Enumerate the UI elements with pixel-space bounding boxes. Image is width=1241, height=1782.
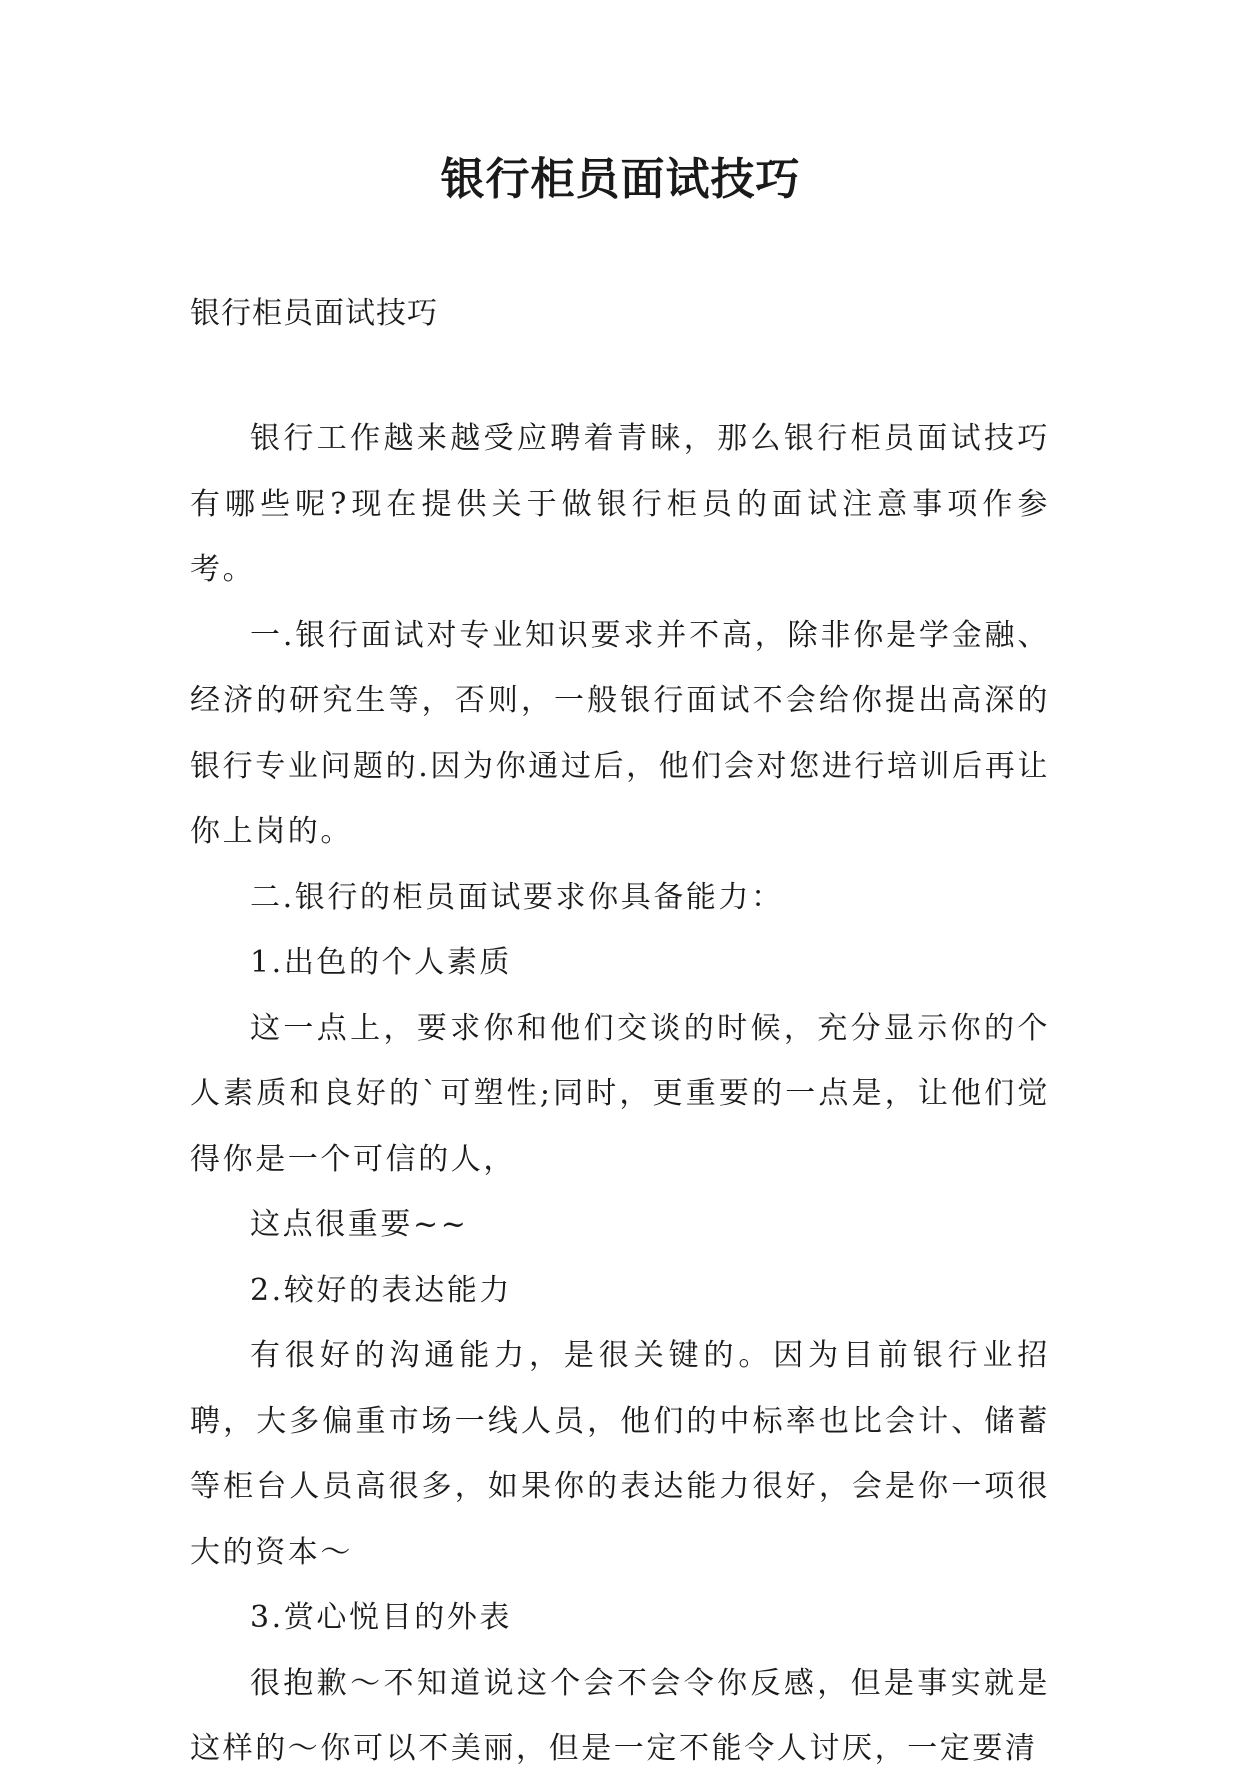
paragraph: 有很好的沟通能力，是很关键的。因为目前银行业招聘，大多偏重市场一线人员，他们的中标率也比会计、储蓄等柜台人员高很多，如果你的表达能力很好，会是你一项很大的资本～ [190, 1338, 1050, 1570]
document-subtitle: 银行柜员面试技巧 [190, 296, 438, 331]
paragraph: 3.赏心悦目的外表 [250, 1600, 513, 1635]
paragraph: 银行工作越来越受应聘着青睐，那么银行柜员面试技巧有哪些呢?现在提供关于做银行柜员的面试注意事项作参考。 [190, 421, 1050, 587]
document-body [190, 406, 1050, 1782]
document-title: 银行柜员面试技巧 [440, 154, 801, 205]
paragraph: 2.较好的表达能力 [250, 1272, 513, 1308]
paragraph: 一.银行面试对专业知识要求并不高，除非你是学金融、经济的研究生等，否则，一般银行面试不会给你提出高深的银行专业问题的.因为你通过后，他们会对您进行培训后再让你上岗的。 [190, 617, 1050, 849]
paragraph: 1.出色的个人素质 [250, 945, 513, 980]
paragraph: 很抱歉～不知道说这个会不会令你反感，但是事实就是这样的～你可以不美丽，但是一定不能令人讨厌，一定要清 [190, 1665, 1050, 1766]
paragraph: 二.银行的柜员面试要求你具备能力： [250, 879, 784, 915]
paragraph: 这一点上，要求你和他们交谈的时候，充分显示你的个人素质和良好的`可塑性;同时，更重要的一点是，让他们觉得你是一个可信的人， [190, 1010, 1050, 1177]
paragraph: 这点很重要~~ [250, 1207, 469, 1242]
